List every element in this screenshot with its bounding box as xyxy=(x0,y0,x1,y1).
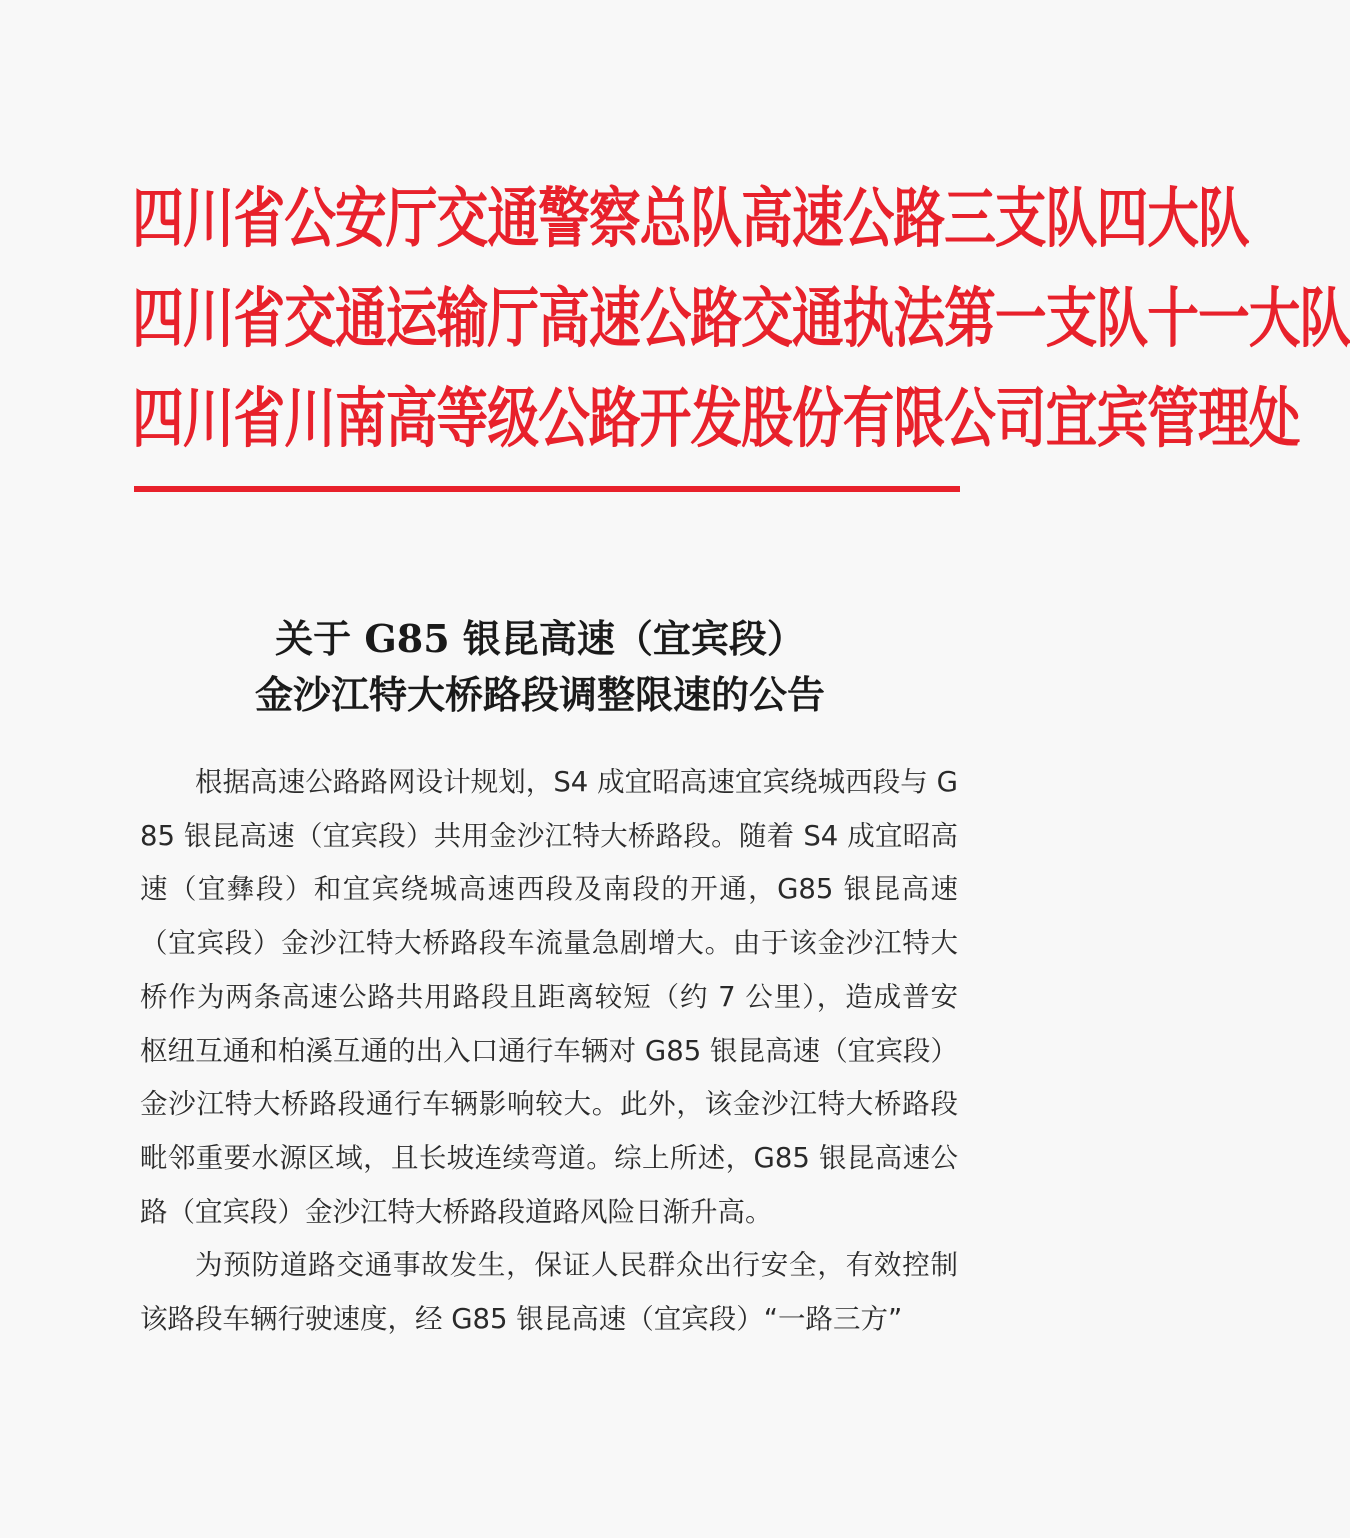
issuing-organizations xyxy=(132,168,1350,468)
notice-paragraph: 为预防道路交通事故发生，保证人民群众出行安全，有效控制该路段车辆行驶速度，经 G85 银昆高速（宜宾段）“一路三方” xyxy=(140,1249,958,1336)
notice-paragraph: 根据高速公路路网设计规划，S4 成宜昭高速宜宾绕城西段与 G85 银昆高速（宜宾段）共用金沙江特大桥路段。随着 S4 成宜昭高速（宜彝段）和宜宾绕城高速西段及南段的开通，G85 银昆高速（宜宾段）金沙江特大桥路段车流量急剧增大。由于该金沙江特大桥作为两条高速公路共用路段且距离较短（约 7 公里），造成普安枢纽互通和柏溪互通的出入口通行车辆对 G85 银昆高速（宜宾段）金沙江特大桥路段通行车辆影响较大。此外，该金沙江特大桥路段毗邻重要水源区域，且长坡连续弯道。综上所述，G85 银昆高速公路（宜宾段）金沙江特大桥路段道路风险日渐升高。 xyxy=(140,766,958,1228)
issuer-traffic-enforcement: 四川省交通运输厅高速公路交通执法第一支队十一大队 xyxy=(132,279,1350,356)
issuer-highway-company: 四川省川南高等级公路开发股份有限公司宜宾管理处 xyxy=(132,379,1300,456)
notice-title-line-2: 金沙江特大桥路段调整限速的公告 xyxy=(254,672,825,717)
red-divider-line xyxy=(134,486,960,492)
notice-title-line-1: 关于 G85 银昆高速（宜宾段） xyxy=(275,616,805,661)
issuer-traffic-police: 四川省公安厅交通警察总队高速公路三支队四大队 xyxy=(132,179,1249,256)
notice-body xyxy=(140,756,958,1347)
